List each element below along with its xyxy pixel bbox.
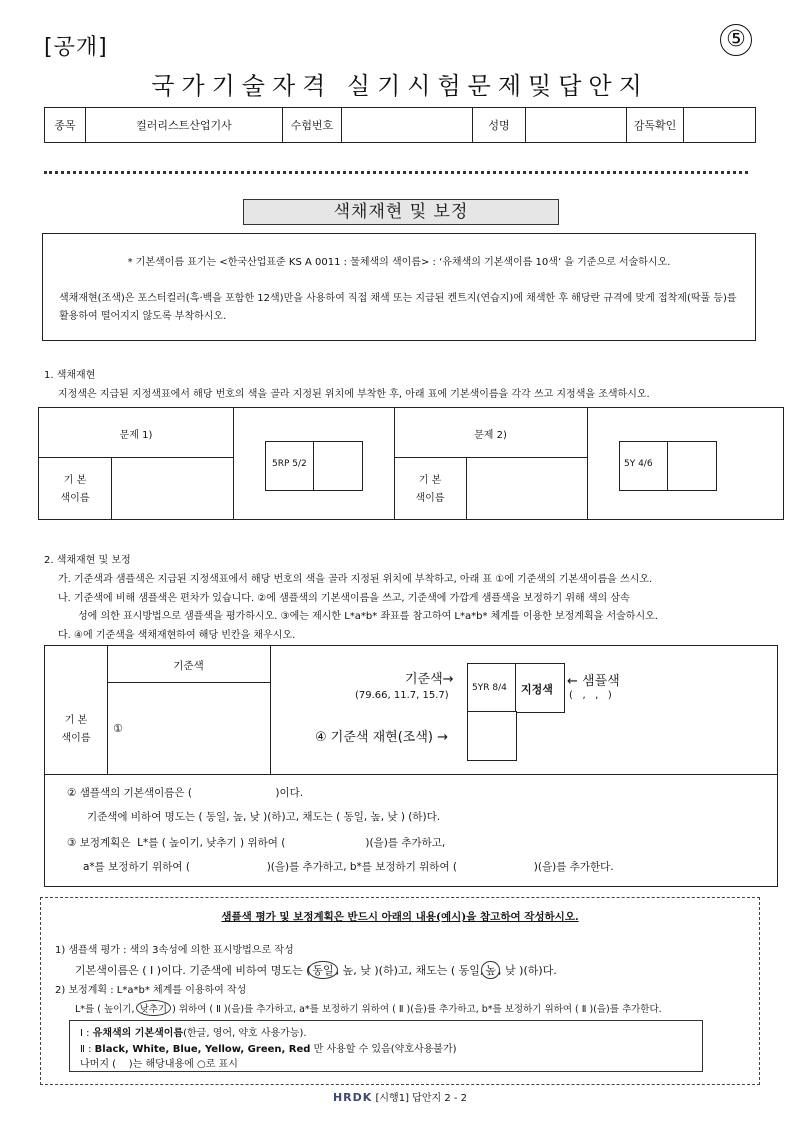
example-1-label: 1) 샘플색 평가 : 색의 3속성에 의한 표시방법으로 작성 <box>55 945 294 956</box>
problem2-name-field[interactable] <box>467 458 587 519</box>
problem1-label: 문제 1) <box>119 430 153 441</box>
sample-arrow-label: ← 샘플색 <box>567 674 620 689</box>
page-title: 국가기술자격 실기시험문제및답안지 <box>151 72 649 100</box>
ref-lab-values: (79.66, 11.7, 15.7) <box>355 690 449 701</box>
legend-line-1: Ⅰ : 유채색의 기본색이름(한글, 영어, 약호 사용가능). <box>80 1028 307 1039</box>
category-label: 종목 <box>45 108 86 143</box>
example-box <box>40 897 760 1085</box>
sample-eval-line: 기준색에 비하여 명도는 ( 동일, 높, 낮 )(하)고, 채도는 ( 동일, 높, 낮 ) (하)다. <box>87 811 441 823</box>
problem2-name-label: 기 본 색이름 <box>415 475 445 504</box>
section2-item-na: 나. 기준색에 비해 샘플색은 편차가 있습니다. ②에 샘플색의 기본색이름을 쓰고, 기준색에 가깝게 샘플색을 보정하기 위해 색의 삼속 <box>58 593 630 604</box>
dotted-divider <box>44 171 748 174</box>
example-legend <box>69 1020 703 1072</box>
problem1-color-code: 5RP 5/2 <box>272 459 307 469</box>
ref-header: 기준색 <box>173 660 204 672</box>
problem1-name-label: 기 본 색이름 <box>60 475 90 504</box>
example-1-text: 기본색이름은 ( Ⅰ )이다. 기준색에 비하여 명도는 ( 동일 , 높, 낮 )(하)고, 채도는 ( 동일, 높 , 낮 )(하)다. <box>75 961 557 979</box>
ref-name-field[interactable] <box>130 684 268 772</box>
sample-lab-values: ( , , ) <box>569 690 612 701</box>
notice-box <box>42 233 756 341</box>
ref-color-chip <box>467 663 517 713</box>
problem1-name-field[interactable] <box>112 458 233 519</box>
section1-table <box>38 407 784 520</box>
problem2-reproduce-box[interactable] <box>667 441 717 491</box>
category-value: 컬러리스트산업기사 <box>86 108 283 143</box>
section2-item-da: 다. ④에 기준색을 색채재현하여 해당 빈칸을 채우시오. <box>58 630 296 641</box>
reproduce-box[interactable] <box>467 711 517 761</box>
name-label: 성명 <box>473 108 526 143</box>
sheet-number: ⑤ <box>720 24 752 56</box>
example-2-text: L*를 ( 높이기, 낮추기 ) 위하여 ( Ⅱ )(을)를 추가하고, a*를 보정하기 위하여 ( Ⅱ )(을)를 추가하고, b*를 보정하기 위하여 ( Ⅱ )(을)를 추가한다. <box>75 1000 662 1016</box>
problem2-color-chip <box>619 441 669 491</box>
section1-heading: 1. 색채재현 <box>44 370 96 381</box>
section2-item-ga: 가. 기준색과 샘플색은 지급된 지정색표에서 해당 번호의 색을 골라 지정된 위치에 부착하고, 아래 표 ①에 기준색의 기본색이름을 쓰시오. <box>58 574 653 585</box>
problem1-reproduce-box[interactable] <box>313 441 363 491</box>
section2-heading: 2. 색채재현 및 보정 <box>44 555 131 566</box>
reproduce-label: ④ 기준색 재현(조색) → <box>315 730 448 745</box>
sample-name-line: ② 샘플색의 기본색이름은 ( )이다. <box>67 787 304 799</box>
hrdk-logo: HRDK <box>332 1091 373 1104</box>
problem2-label: 문제 2) <box>474 430 507 441</box>
notice-paragraph: 색채재현(조색)은 포스터컬러(흑·백을 포함한 12색)만을 사용하여 직접 채색 또는 지급된 켄트지(연습지)에 채색한 후 해당란 규격에 맞게 접착제(딱풀 등)를 활용하여 떨어지지 않도록 부착하시오. <box>59 293 737 322</box>
example-2-label: 2) 보정계획 : L*a*b* 체계를 이용하여 작성 <box>55 985 247 996</box>
correction-plan-line: ③ 보정계획은 L*를 ( 높이기, 낮추기 ) 위하여 ( )(을)를 추가하고, <box>67 837 446 849</box>
problem1-color-chip <box>265 441 315 491</box>
section1-description: 지정색은 지급된 지정색표에서 해당 번호의 색을 골라 지정된 위치에 부착한 후, 아래 표에 기본색이름을 각각 쓰고 지정색을 조색하시오. <box>58 389 650 400</box>
exam-no-field[interactable] <box>342 108 473 143</box>
legend-line-3: 나머지 ( )는 해당내용에 ○로 표시 <box>80 1059 238 1070</box>
example-title: 샘플색 평가 및 보정계획은 반드시 아래의 내용(예시)을 참고하여 작성하시오. <box>221 911 579 923</box>
info-table <box>44 107 756 143</box>
name-field[interactable] <box>526 108 627 143</box>
supervisor-label: 감독확인 <box>627 108 684 143</box>
correction-ab-line: a*를 보정하기 위하여 ( )(을)를 추가하고, b*를 보정하기 위하여 ( )(을)를 추가한다. <box>83 861 614 873</box>
problem2-color-code: 5Y 4/6 <box>624 459 653 469</box>
supervisor-field[interactable] <box>684 108 756 143</box>
ref-arrow-label: 기준색→ <box>405 672 454 687</box>
section-title: 색채재현 및 보정 <box>243 199 559 225</box>
footer-page: [시행1] 답안지 2 - 2 <box>375 1093 468 1104</box>
section2-table <box>44 645 778 887</box>
section2-item-na-cont: 성에 의한 표시방법으로 샘플색을 평가하시오. ③에는 제시한 L*a*b* 좌표를 참고하여 L*a*b* 체계를 이용한 보정계획을 서술하시오. <box>78 611 658 622</box>
notice-star-line: * 기본색이름 표기는 <한국산업표준 KS A 0011 : 물체색의 색이름> : ‘유채색의 기본색이름 10색’ 을 기준으로 서술하시오. <box>127 257 671 268</box>
legend-line-2: Ⅱ : Black, White, Blue, Yellow, Green, Red 만 사용할 수 있음(약호사용불가) <box>80 1044 457 1055</box>
circle-1-label: ① <box>113 722 123 735</box>
ref-name-label: 기 본 색이름 <box>61 715 91 744</box>
footer <box>0 1089 800 1104</box>
public-label: [공개] <box>44 35 108 60</box>
exam-no-label: 수험번호 <box>283 108 342 143</box>
ref-color-code: 5YR 8/4 <box>472 683 507 693</box>
designated-label: 지정색 <box>521 683 553 696</box>
designated-chip <box>515 663 565 713</box>
